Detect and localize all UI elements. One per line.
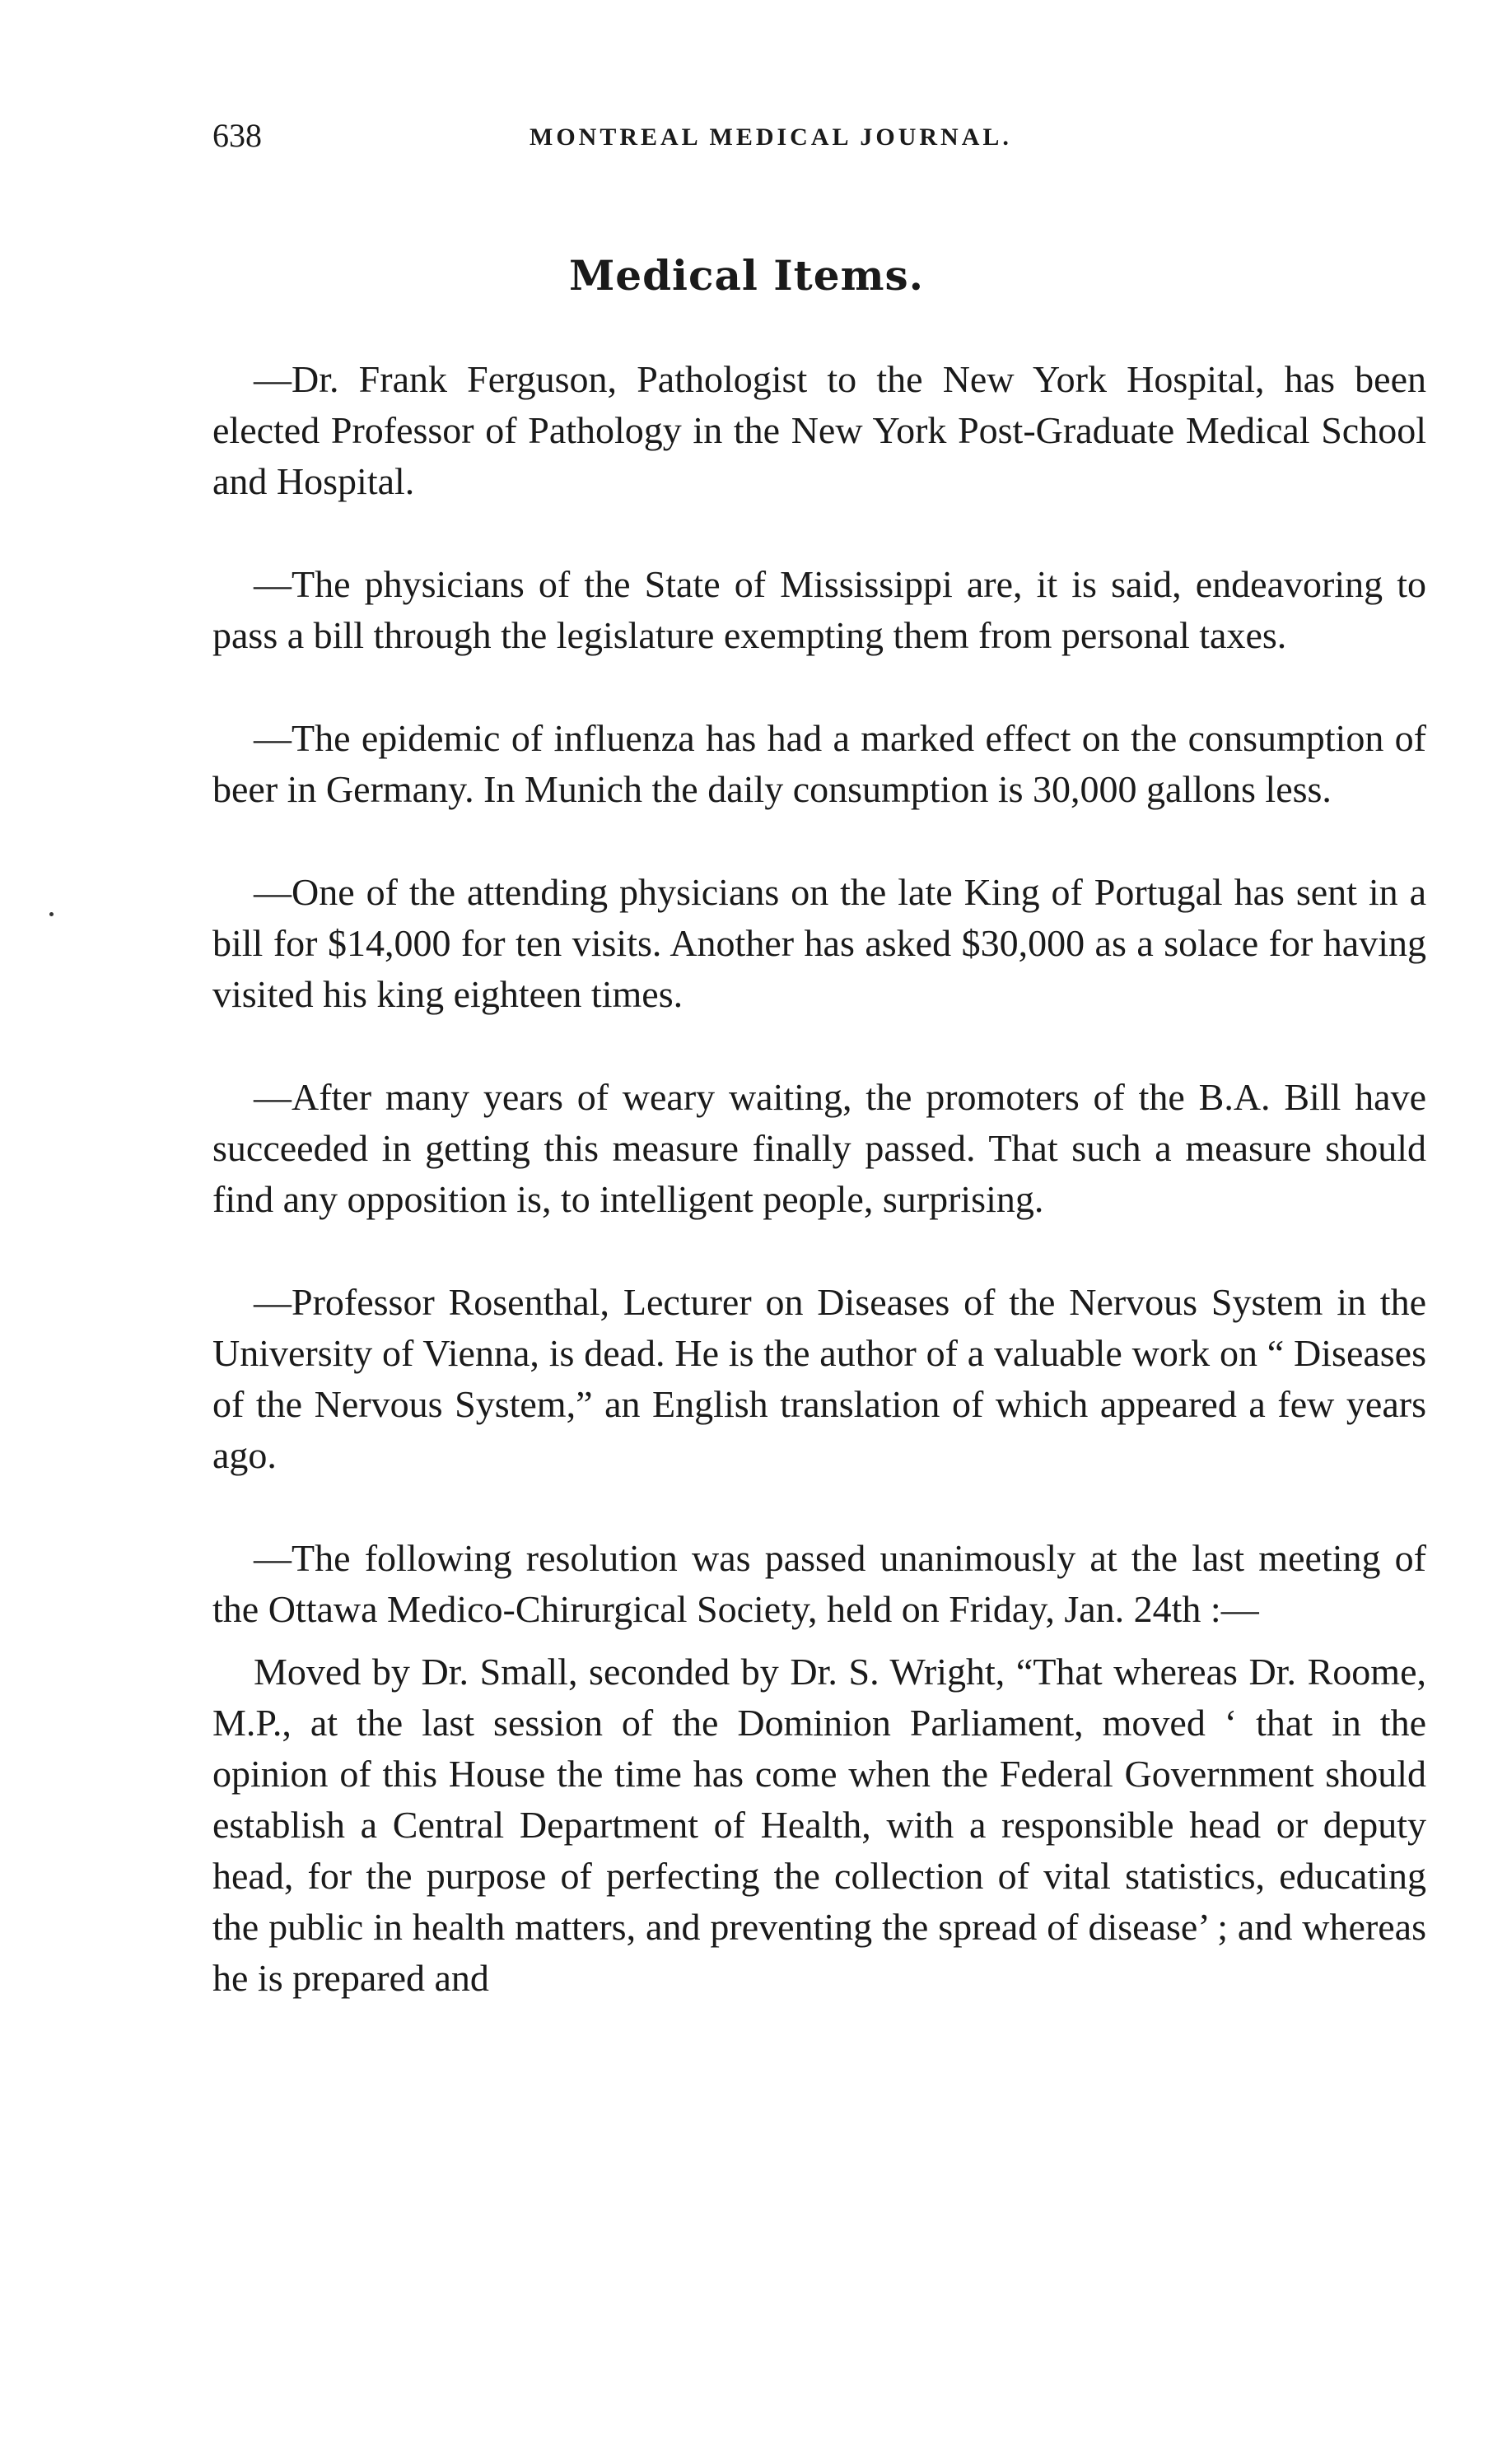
- item-influenza: —The epidemic of influenza has had a marked effect on the consumption of beer in Germany. In Munich the daily consumption is 30,000 gallons less.: [212, 717, 1426, 810]
- margin-speck: [49, 912, 54, 916]
- item-ottawa-resolution: —The following resolution was passed unanimously at the last meeting of the Ottawa Medico-Chirurgical Society, held on Friday, Jan. 24th :—: [212, 1537, 1426, 1630]
- article-body: [212, 354, 1426, 2004]
- item-king-of-portugal: —One of the attending physicians on the late King of Portugal has sent in a bill for $14,000 for ten visits. Another has asked $30,000 as a solace for having visited his king eighteen times.: [212, 871, 1426, 1015]
- item-ferguson: —Dr. Frank Ferguson, Pathologist to the New York Hospital, has been elected Professor of Pathology in the New York Post-Graduate Medical School and Hospital.: [212, 358, 1426, 502]
- item-mississippi: —The physicians of the State of Mississippi are, it is said, endeavoring to pass a bill through the legislature exempting them from personal taxes.: [212, 563, 1426, 656]
- journal-title: MONTREAL MEDICAL JOURNAL.: [530, 123, 1012, 151]
- running-head: [212, 115, 1448, 165]
- page-number: 638: [212, 117, 262, 154]
- item-rosenthal: —Professor Rosenthal, Lecturer on Diseases of the Nervous System in the University of Vienna, is dead. He is the author of a valuable work on “ Diseases of the Nervous System,” an English translation of which appeared a few years ago.: [212, 1281, 1426, 1476]
- section-heading: Medical Items.: [568, 251, 925, 300]
- item-ba-bill: —After many years of weary waiting, the promoters of the B.A. Bill have succeeded in getting this measure finally passed. That such a measure should find any opposition is, to intelligent people, surprising.: [212, 1076, 1426, 1220]
- item-motion-text: Moved by Dr. Small, seconded by Dr. S. Wright, “That whereas Dr. Roome, M.P., at the last session of the Dominion Parliament, moved ‘ that in the opinion of this House the time has come when the Federal Government should establish a Central Department of Health, with a responsible head or deputy head, for the purpose of perfecting the collection of vital statistics, educating the public in health matters, and preventing the spread of disease’ ; and whereas he is prepared and: [212, 1651, 1426, 1999]
